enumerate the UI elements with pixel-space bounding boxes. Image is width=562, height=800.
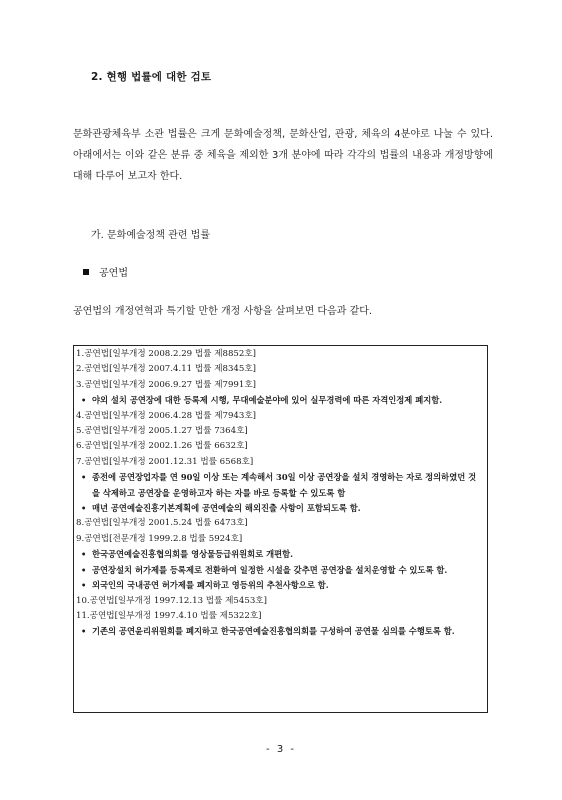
bullet-dot-icon: • [81, 549, 87, 560]
bullet-dot-icon: • [81, 472, 87, 483]
history-box [73, 345, 488, 713]
square-bullet-icon [83, 269, 89, 275]
history-entry-text: 7.공연법[일부개정 2001.12.31 법률 6568호] [76, 456, 254, 467]
history-entry-text: 3.공연법[일부개정 2006.9.27 법률 제7991호] [76, 379, 257, 390]
history-entry-text: 6.공연법[일부개정 2002.1.26 법률 6632호] [76, 441, 248, 452]
history-entry-text: 10.공연법[일부개정 1997.12.13 법률 제5453호] [76, 595, 267, 606]
history-note-text: 기존의 공연윤리위원회를 폐지하고 한국공연예술진흥협의회를 구성하여 공연물 심의를 수행토록 함. [92, 626, 455, 637]
history-note-text: 공연장설치 허가제를 등록제로 전환하여 일정한 시설을 갖추면 공연장을 설치운영할 수 있도록 함. [92, 564, 448, 575]
history-note-text: 종전에 공연장업자를 연 90일 이상 또는 계속해서 30일 이상 공연장을 설치 경영하는 자로 정의하였던 것을 삭제하고 공연장을 운영하고자 하는 자를 바로 등록할 수 있도록 함 [92, 472, 477, 498]
history-entry [76, 409, 483, 424]
section-heading: 2. 현행 법률에 대한 검토 [91, 71, 212, 83]
history-entry-text: 11.공연법[일부개정 1997.4.10 법률 제5322호] [76, 610, 262, 621]
history-entry [76, 362, 483, 377]
history-note [76, 624, 483, 639]
subsection-heading: 가. 문화예술정책 관련 법률 [91, 230, 210, 241]
history-entry-text: 9.공연법[전문개정 1999.2.8 법률 5924호] [76, 533, 243, 544]
history-entry-text: 1.공연법[일부개정 2008.2.29 법률 제8852호] [76, 349, 257, 359]
history-note [76, 547, 483, 562]
history-entry [76, 594, 483, 609]
bullet-dot-icon: • [81, 503, 87, 514]
history-entry [76, 439, 483, 454]
history-entry [76, 424, 483, 439]
history-note [76, 563, 483, 578]
intro-line: 공연법의 개정연혁과 특기할 만한 개정 사항을 살펴보면 다음과 같다. [73, 306, 373, 317]
page-number: - 3 - [266, 744, 296, 755]
history-note-text: 외국인의 국내공연 허가제를 폐지하고 영등위의 추천사항으로 함. [92, 580, 329, 591]
history-note [76, 578, 483, 593]
history-note-text: 한국공연예술진흥협의회를 영상물등급위원회로 개편함. [92, 549, 294, 560]
history-list [76, 347, 483, 640]
history-note-text: 야외 설치 공연장에 대한 등록제 시행, 무대예술분야에 있어 실무경력에 따른 자격인정제 폐지함. [92, 395, 443, 406]
bullet-dot-icon: • [81, 395, 87, 406]
history-entry [76, 516, 483, 531]
history-entry-text: 5.공연법[일부개정 2005.1.27 법률 7364호] [76, 426, 248, 437]
history-note [76, 393, 483, 408]
history-entry [76, 455, 483, 470]
history-entry-text: 2.공연법[일부개정 2007.4.11 법률 제8345호] [76, 364, 257, 375]
history-entry [76, 609, 483, 624]
history-entry [76, 347, 483, 362]
bullet-dot-icon: • [81, 580, 87, 591]
history-entry-text: 8.공연법[일부개정 2001.5.24 법률 6473호] [76, 518, 248, 529]
bullet-heading [83, 264, 128, 279]
history-entry-text: 4.공연법[일부개정 2006.4.28 법률 제7943호] [76, 410, 257, 421]
bullet-heading-text: 공연법 [99, 268, 128, 279]
bullet-dot-icon: • [81, 626, 87, 637]
history-note [76, 470, 483, 501]
body-paragraph: 문화관광체육부 소관 법률은 크게 문화예술정책, 문화산업, 관광, 체육의 4분야로 나눌 수 있다. 아래에서는 이와 같은 분류 중 체육을 제외한 3개 분야에 따라 각각의 법률의 내용과 개정방향에 대해 다루어 보고자 한다. [73, 129, 493, 182]
history-note [76, 501, 483, 516]
history-entry [76, 532, 483, 547]
history-entry [76, 378, 483, 393]
history-note-text: 매년 공연예술진흥기본계획에 공연예술의 해외진출 사항이 포함되도록 함. [92, 503, 361, 514]
bullet-dot-icon: • [81, 564, 87, 575]
